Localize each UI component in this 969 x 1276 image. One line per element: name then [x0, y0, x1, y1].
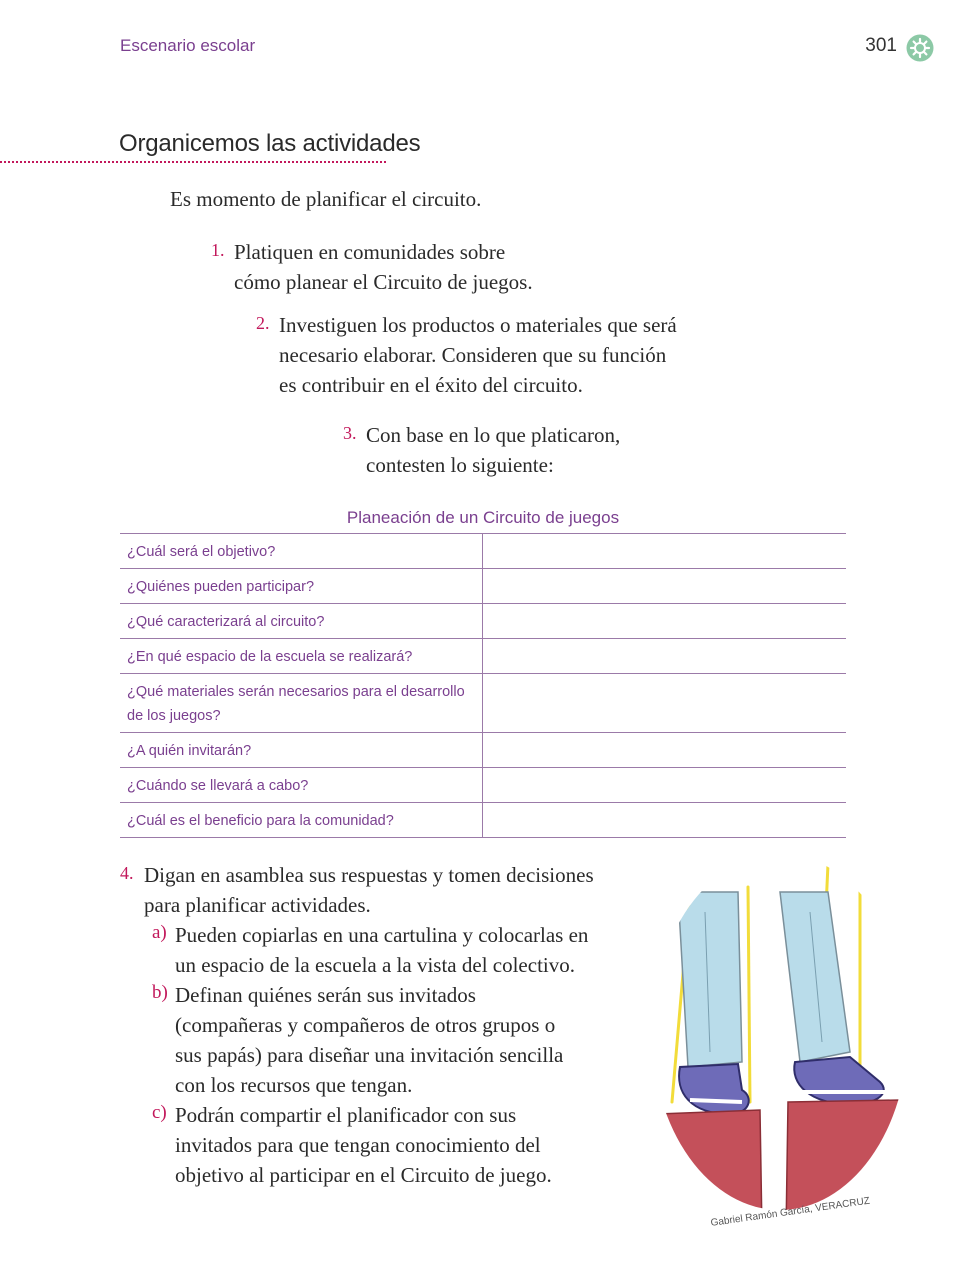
subitem-line: objetivo al participar en el Circuito de juego. — [175, 1163, 552, 1187]
table-row — [120, 569, 846, 604]
subitem-line: con los recursos que tengan. — [175, 1073, 413, 1097]
table-row — [120, 639, 846, 674]
question-cell: ¿Quiénes pueden participar? — [120, 569, 483, 604]
question-cell: ¿Cuándo se llevará a cabo? — [120, 768, 483, 803]
step-line: Platiquen en comunidades sobre — [234, 240, 506, 264]
step-line: Con base en lo que platicaron, — [366, 423, 621, 447]
step-line: Digan en asamblea sus respuestas y tomen decisiones — [144, 863, 594, 887]
subitem-line: un espacio de la escuela a la vista del colectivo. — [175, 953, 575, 977]
section-title: Organicemos las actividades — [119, 130, 421, 157]
answer-cell[interactable] — [483, 604, 847, 639]
answer-cell[interactable] — [483, 768, 847, 803]
answer-cell[interactable] — [483, 733, 847, 768]
question-cell: ¿A quién invitarán? — [120, 733, 483, 768]
question-cell: ¿En qué espacio de la escuela se realizará? — [120, 639, 483, 674]
subitem-letter: b) — [152, 982, 168, 1003]
table-row — [120, 768, 846, 803]
page-number: 301 — [865, 35, 897, 56]
answer-cell[interactable] — [483, 639, 847, 674]
planning-table — [120, 533, 846, 838]
answer-cell[interactable] — [483, 803, 847, 838]
subitem-letter: c) — [152, 1102, 167, 1123]
table-row — [120, 534, 846, 569]
step-line: necesario elaborar. Consideren que su función — [279, 343, 667, 367]
subitem-letter: a) — [152, 922, 167, 943]
step-number: 4. — [120, 863, 134, 883]
step-number: 1. — [211, 240, 225, 260]
table-row — [120, 803, 846, 838]
answer-cell[interactable] — [483, 534, 847, 569]
step-number: 3. — [343, 423, 357, 443]
subitem-line: Pueden copiarlas en una cartulina y colocarlas en — [175, 923, 589, 947]
table-row — [120, 604, 846, 639]
subitem-line: Podrán compartir el planificador con sus — [175, 1103, 517, 1127]
subitem-line: invitados para que tengan conocimiento del — [175, 1133, 541, 1157]
table-caption: Planeación de un Circuito de juegos — [346, 508, 620, 527]
answer-cell[interactable] — [483, 674, 847, 733]
gear-icon — [906, 34, 934, 62]
question-cell: ¿Cuál será el objetivo? — [120, 534, 483, 569]
subitem-line: (compañeras y compañeros de otros grupos o — [175, 1013, 556, 1037]
question-cell: ¿Qué materiales serán necesarios para el desarrollo de los juegos? — [120, 674, 483, 733]
table-row — [120, 674, 846, 733]
answer-cell[interactable] — [483, 569, 847, 604]
illustration-credit: Gabriel Ramón García, VERACRUZ — [710, 1195, 871, 1229]
step-line: contesten lo siguiente: — [366, 453, 554, 477]
question-cell: ¿Cuál es el beneficio para la comunidad? — [120, 803, 483, 838]
running-header: Escenario escolar — [120, 36, 256, 55]
step-number: 2. — [256, 313, 270, 333]
step-line: Investiguen los productos o materiales que será — [279, 313, 677, 337]
intro-text: Es momento de planificar el circuito. — [170, 187, 482, 211]
step-line: cómo planear el Circuito de juegos. — [234, 270, 533, 294]
question-cell: ¿Qué caracterizará al circuito? — [120, 604, 483, 639]
step-line: es contribuir en el éxito del circuito. — [279, 373, 583, 397]
subitem-line: Definan quiénes serán sus invitados — [175, 983, 476, 1007]
subitem-line: sus papás) para diseñar una invitación sencilla — [175, 1043, 564, 1067]
step-line: para planificar actividades. — [144, 893, 371, 917]
stilts-illustration — [650, 852, 910, 1232]
title-divider — [0, 161, 386, 163]
table-row — [120, 733, 846, 768]
